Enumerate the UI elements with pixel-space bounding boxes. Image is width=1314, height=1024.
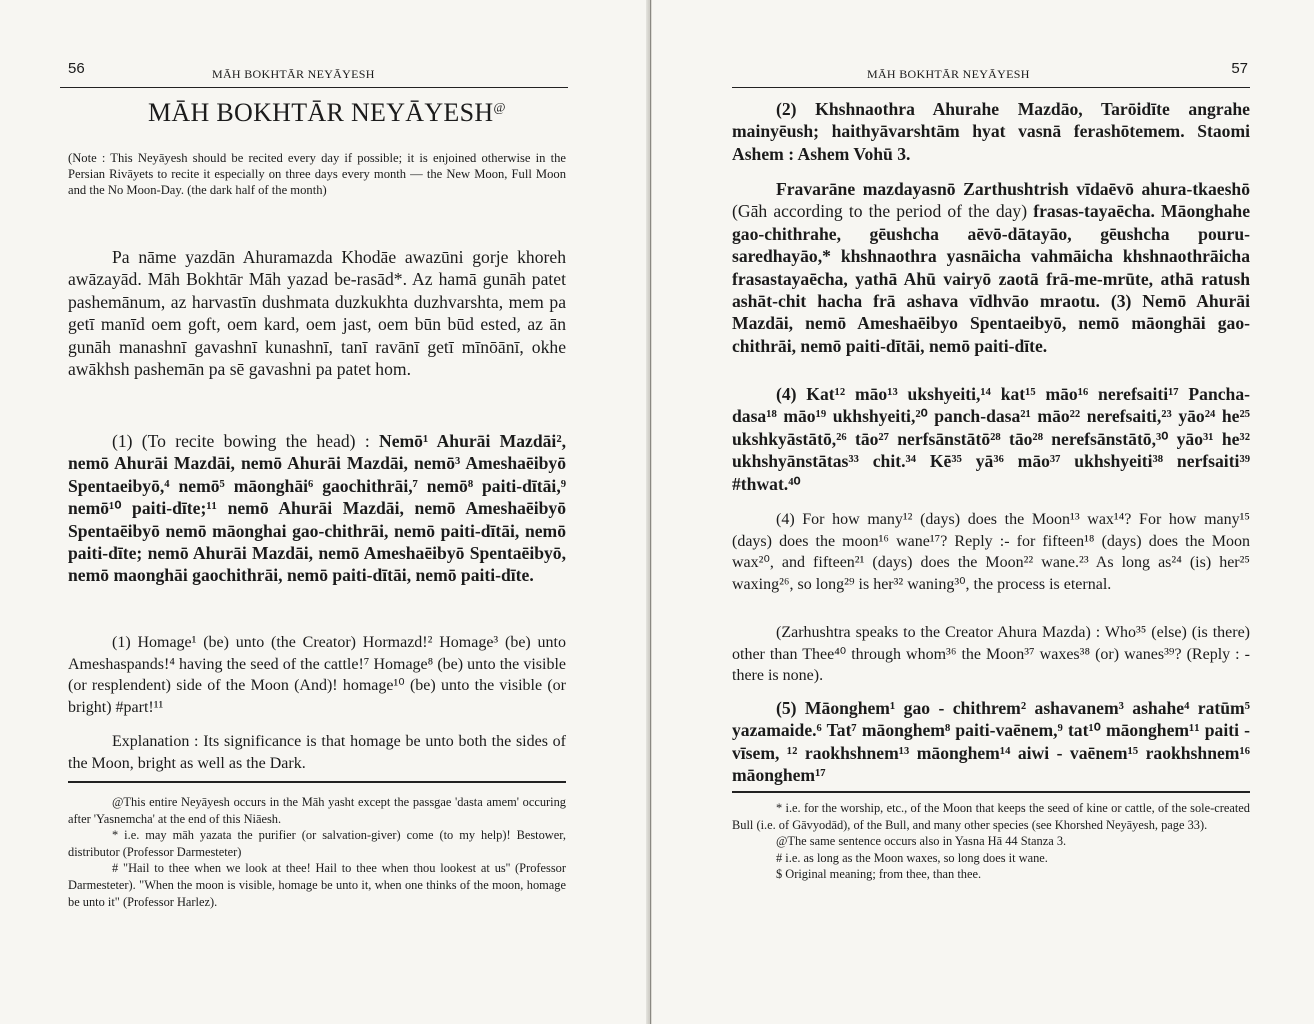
footnote-divider-right [732,791,1250,793]
footnote-dollar-right: $ Original meaning; from thee, than thee. [776,867,982,882]
footnote-divider-left [68,781,566,783]
left-page [0,0,648,1024]
chapter-title-text: MĀH BOKHTĀR NEYĀYESH [148,98,494,127]
avesta-verse-1: Nemō¹ Ahurāi Mazdāi², nemō Ahurāi Mazdāi, nemō Ahurāi Mazdāi, nemō³ Ameshaēibyō Spentaeibyō,⁴ nemō⁵ māonghāi⁶ gaochithrāi,⁷ nemō⁸ paiti-dītāi,⁹ nemō¹⁰ paiti-dīte;¹¹ nemō Ahurāi Mazdāi, nemō Ameshaēibyō Spentaēibyō nemō māonghai gao-chithrāi, nemō paiti-dītāi, nemō paiti-dīte; nemō Ahurāi Mazdāi, nemō Ameshaēibyō Spentaēibyō, nemō maonghāi gaochithrāi, nemō paiti-dītāi, nemō paiti-dīte. [68,431,566,586]
footnote-at-right: @The same sentence occurs also in Yasna Hā 44 Stanza 3. [776,834,1067,849]
footnote-hash: # "Hail to thee when we look at thee! Hail to thee when thou lookest at us'' (Professor Darmesteter). "When the moon is visible, homage be unto it, when one thinks of the moon, homage be unto it" (Professor Harlez). [68,861,566,909]
right-page [652,0,1314,1024]
avesta-paragraph-1 [68,430,566,587]
gutter-fold-line [650,0,651,1024]
footnote-star-right: * i.e. for the worship, etc., of the Moon that keeps the seed of kine or cattle, of the sole-created Bull (i.e. of Gāvyodād), of the Bull, and many other species (see Khorshed Neyāyesh, page 33). [732,801,1250,832]
zarathushtra-paragraph: (Zarhushtra speaks to the Creator Ahura Mazda) : Who³⁵ (else) (is there) other than Thee⁴⁰ through whom³⁶ the Moon³⁷ waxes³⁸ (or) wanes³⁹? (Reply : - there is none). [732,624,1250,684]
translation-paragraph-1: (1) Homage¹ (be) unto (the Creator) Hormazd!² Homage³ (be) unto Ameshaspands!⁴ having the seed of the cattle!⁷ Homage⁸ (be) unto the visible (or resplendent) side of the Moon (And)! homage¹⁰ (be) unto the visible (or bright) #part!¹¹ [68,634,566,716]
footnotes-left [68,794,566,910]
recitation-note: (Note : This Neyāyesh should be recited every day if possible; it is enjoined otherwise in the Persian Rivāyets to recite it especially on three days every month — the New Moon, Full Moon and the No Moon-Day. (the dark half of the month) [68,151,566,197]
left-running-title: MĀH BOKHTĀR NEYĀYESH [212,67,375,81]
footnote-at: @This entire Neyāyesh occurs in the Māh yasht except the passgae 'dasta amem' occuring after 'Yasnemcha' at the end of this Niāesh. [68,795,566,826]
fravarane-paragraph [732,178,1250,357]
footnote-hash-right: # i.e. as long as the Moon waxes, so long does it wane. [776,850,1048,865]
gah-instruction: (Gāh according to the period of the day) [732,201,1028,222]
pazand-paragraph: Pa nāme yazdān Ahuramazda Khodāe awazūni gorje khoreh awāzayād. Māh Bokhtār Māh yazad be-rasād*. Az hamā gunāh patet pashemānum, az harvastīn dushmata duzkukhta duzhvarshta, mem pa getī manīd oem goft, oem kard, oem jast, oem būn būd ested, az ān gunāh manashnī gavashnī kunashnī, tanī ravānī getī mīnōānī, okhe awākhsh pashemān pa sē gavashni pa patet hom. [68,247,566,380]
right-running-title: MĀH BOKHTĀR NEYĀYESH [867,67,1030,81]
footnotes-right [732,800,1250,883]
recite-instruction: (1) (To recite bowing the head) : [112,431,380,451]
fravarane-part-2: frasas-tayaēcha. Māonghahe gao-chithrahe, gēushcha aēvō-dātayāo, gēushcha pouru-saredhayāo,* khshnaothra yasnāicha vahmāicha khshnaothrāicha frasastayaēcha, yathā Ahū vairyō zaotā frā-me-mrūte, athā ratush ashāt-chit hacha frā ashava vīdhvāo mraotu. (3) Nemō Ahurāi Mazdāi, nemō Ameshaēibyo Spentaeibyō, nemō māonghāi gao-chithrāi, nemō paiti-dītāi, nemō paiti-dīte. [732,201,1251,356]
left-running-header [60,58,568,88]
chapter-title [148,98,506,128]
page-number-right: 57 [1231,60,1248,77]
avesta-paragraph-5: (5) Māonghem¹ gao - chithrem² ashavanem³ ashahe⁴ ratūm⁵ yazamaide.⁶ Tat⁷ māonghem⁸ paiti-vaēnem,⁹ tat¹⁰ māonghem¹¹ paiti - vīsem, ¹² raokhshnem¹³ māonghem¹⁴ aiwi - vaēnem¹⁵ raokhshnem¹⁶ māonghem¹⁷ [732,698,1250,786]
footnote-star: * i.e. may māh yazata the purifier (or salvation-giver) come (to my help)! Bestower, distributor (Professor Darmesteter) [68,828,566,859]
translation-paragraph-4: (4) For how many¹² (days) does the Moon¹³ wax¹⁴? For how many¹⁵ (days) does the moon¹⁶ wane¹⁷? Reply :- for fifteen¹⁸ (days) does the Moon wax²⁰, and fifteen²¹ (days) does the Moon²² wane.²³ As long as²⁴ (is) her²⁵ waxing²⁶, so long²⁹ is her³² waning³⁰, the process is eternal. [732,511,1250,593]
avesta-paragraph-4: (4) Kat¹² māo¹³ ukshyeiti,¹⁴ kat¹⁵ māo¹⁶ nerefsaiti¹⁷ Pancha-dasa¹⁸ māo¹⁹ ukhshyeiti,²⁰ panch-dasa²¹ māo²² nerefsaiti,²³ yāo²⁴ he²⁵ ukshkyāstātō,²⁶ tāo²⁷ nerfsānstātō²⁸ tāo²⁸ nerefsānstātō,³⁰ yāo³¹ he³² ukhshyānstātas³³ chit.³⁴ Kē³⁵ yā³⁶ māo³⁷ ukhshyeiti³⁸ nerfsaiti³⁹ #thwat.⁴⁰ [732,384,1250,494]
fravarane-part-1: Fravarāne mazdayasnō Zarthushtrish vīdaēvō ahura-tkaeshō [776,179,1250,199]
title-footnote-mark: @ [493,99,506,115]
page-number-left: 56 [68,60,85,77]
right-running-header [732,58,1250,88]
avesta-paragraph-2: (2) Khshnaothra Ahurahe Mazdāo, Tarōidīte angrahe mainyēush; haithyāvarshtām hyat vasnā ferashōtemem. Staomi Ashem : Ashem Vohū 3. [732,99,1250,164]
explanation-paragraph: Explanation : Its significance is that homage be unto both the sides of the Moon, bright as well as the Dark. [68,733,566,772]
